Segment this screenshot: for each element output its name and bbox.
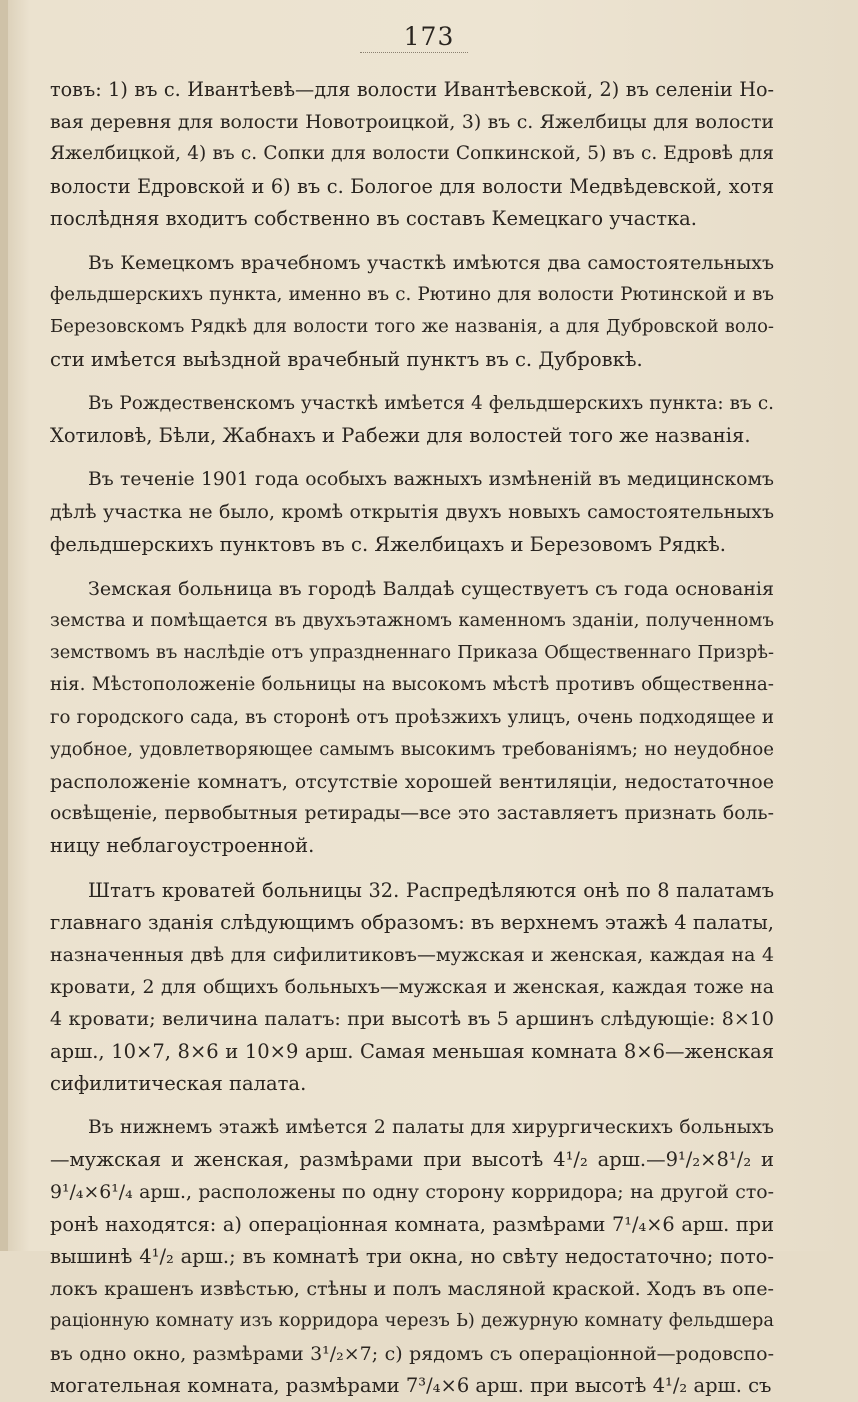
text-line: товъ: 1) въ с. Ивантѣевѣ—для волости Ивантѣевской, 2) въ селенiи Но- [50,78,774,101]
text-line: Въ Кемецкомъ врачебномъ участкѣ имѣются два самостоятельныхъ [88,252,774,275]
text-line: сифилитическая палата. [50,1071,307,1095]
text-line: го городского сада, въ сторонѣ отъ проѣзжихъ улицъ, очень подходящее и [50,706,774,728]
text-line: Въ теченiе 1901 года особыхъ важныхъ измѣненiй въ медицинскомъ [88,469,774,491]
paragraph-gap [50,235,774,247]
text-line: главнаго зданiя слѣдующимъ образомъ: въ верхнемъ этажѣ 4 палаты, [50,910,774,934]
paragraph [50,573,774,863]
text-line: фельдшерскихъ пунктовъ въ с. Яжелбицахъ и Березовомъ Рядкѣ. [50,532,726,556]
text-line: сти имѣется выѣздной врачебный пунктъ въ с. Дубровкѣ. [50,347,643,371]
text-line: вышинѣ 4¹/₂ арш.; въ комнатѣ три окна, но свѣту недостаточно; пото- [50,1244,774,1268]
text-line: Земская больница въ городѣ Валдаѣ существуетъ съ года основанiя [88,577,774,600]
text-line: Штатъ кроватей больницы 32. Распредѣляются онѣ по 8 палатамъ [88,878,774,902]
text-line: Въ нижнемъ этажѣ имѣется 2 палаты для хирургическихъ больныхъ [88,1117,774,1139]
text-line: фельдшерскихъ пункта, именно въ с. Рютино для волости Рютинской и въ [50,284,774,306]
paragraph [50,875,774,1100]
text-line: расположенiе комнатъ, отсутствiе хорошей вентиляцiи, недостаточное [50,771,774,794]
text-line: ницу неблагоустроенной. [50,834,315,858]
paragraph-gap [50,1100,774,1112]
text-line: послѣдняя входитъ собственно въ составъ Кемецкаго участка. [50,206,698,230]
text-line: вая деревня для волости Новотроицкой, 3) въ с. Яжелбицы для волости [50,111,774,134]
text-line: рацiонную комнату изъ корридора черезъ Ь) дежурную комнату фельдшера [50,1311,774,1332]
text-line: дѣлѣ участка не было, кромѣ открытiя двухъ новыхъ самостоятельныхъ [50,501,774,524]
text-line: арш., 10×7, 8×6 и 10×9 арш. Самая меньшая комната 8×6—женская [50,1039,774,1063]
text-line: въ одно окно, размѣрами 3¹/₂×7; с) рядомъ съ операцiонной—родовспо- [50,1342,774,1365]
text-line: —мужская и женская, размѣрами при высотѣ 4¹/₂ арш.—9¹/₂×8¹/₂ и [50,1148,774,1172]
paragraph [50,388,774,452]
paragraph-gap [50,561,774,573]
page-number: 173 [403,22,455,51]
text-line: Яжелбицкой, 4) въ с. Сопки для волости Сопкинской, 5) въ с. Едровѣ для [50,143,774,165]
text-line: 4 кровати; величина палатъ: при высотѣ въ 5 аршинъ слѣдующiе: 8×10 [50,1008,774,1031]
paragraph [50,74,774,235]
text-line: удобное, удовлетворяющее самымъ высокимъ требованiямъ; но неудобное [50,738,774,760]
text-line: 9¹/₄×6¹/₄ арш., расположены по одну сторону корридора; на другой сто- [50,1181,774,1203]
text-line: кровати, 2 для общихъ больныхъ—мужская и женская, каждая тоже на [50,976,774,999]
body-text [50,74,774,1402]
text-line: земства и помѣщается въ двухъэтажномъ каменномъ зданiи, полученномъ [50,610,774,632]
text-line: могательная комната, размѣрами 7³/₄×6 арш. при высотѣ 4¹/₂ арш. съ [50,1373,772,1397]
text-line: ронѣ находятся: а) операцiонная комната, размѣрами 7¹/₄×6 арш. при [50,1212,774,1236]
paragraph-gap [50,376,774,388]
text-line: Березовскомъ Рядкѣ для волости того же названiя, а для Дубровской воло- [50,316,774,338]
text-line: волости Едровской и 6) въ с. Бологое для волости Медвѣдевской, хотя [50,174,774,198]
text-line: назначенныя двѣ для сифилитиковъ—мужская и женская, каждая на 4 [50,944,774,967]
text-line: Хотиловѣ, Бѣли, Жабнахъ и Рабежи для волостей того же названiя. [50,424,751,448]
text-line: Въ Рождественскомъ участкѣ имѣется 4 фельдшерскихъ пункта: въ с. [88,392,774,414]
text-line: нiя. Мѣстоположенiе больницы на высокомъ мѣстѣ противъ общественна- [50,674,774,696]
paragraph [50,464,774,561]
text-line: освѣщенiе, первобытныя ретирады—все это заставляетъ признать боль- [50,803,774,825]
page-gutter [0,0,8,1251]
paragraph [50,1112,774,1402]
paragraph-gap [50,452,774,464]
text-line: локъ крашенъ извѣстью, стѣны и полъ масляной краской. Ходъ въ опе- [50,1277,774,1301]
paragraph [50,247,774,376]
header-rule [360,52,468,53]
text-line: земствомъ въ наслѣдiе отъ упраздненнаго Приказа Общественнаго Призрѣ- [50,642,774,664]
paragraph-gap [50,863,774,875]
